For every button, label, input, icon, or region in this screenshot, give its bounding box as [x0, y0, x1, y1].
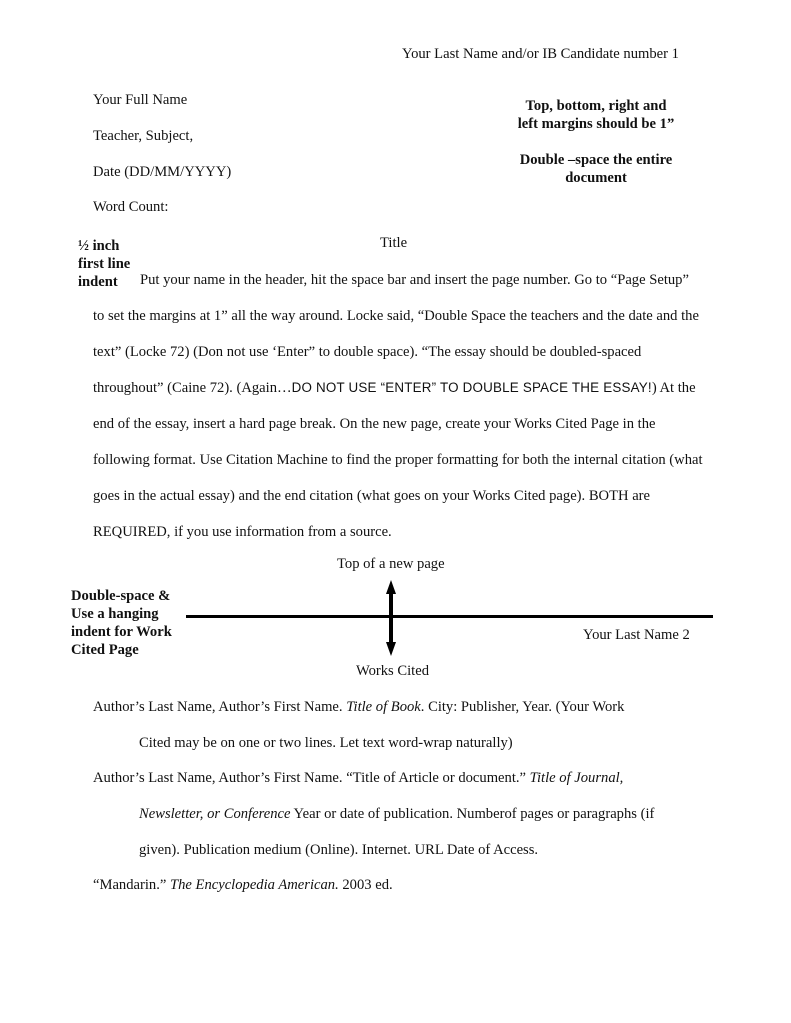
works-cited-heading: Works Cited — [356, 663, 430, 679]
citation-journal: Newsletter, or Conference — [139, 805, 291, 822]
citation-line: Cited may be on one or two lines. Let text word-wrap naturally) — [139, 734, 513, 751]
citation-line — [93, 761, 703, 797]
spacing-note-line: document — [565, 170, 627, 186]
double-arrow-icon — [382, 580, 400, 656]
margins-note — [496, 97, 696, 187]
word-count-line: Word Count: — [93, 199, 169, 215]
citation-author: Author’s Last Name, Author’s First Name. — [93, 770, 347, 786]
citation-line — [93, 690, 703, 726]
citation-entry — [93, 868, 703, 904]
citation-title: Title of Book — [346, 699, 421, 715]
citation-journal: Title of Journal, — [529, 770, 624, 786]
margins-note-line: Top, bottom, right and — [525, 98, 667, 114]
citation-line — [93, 868, 703, 904]
citation-article: “Mandarin.” — [93, 877, 170, 893]
citation-source: The Encyclopedia American. — [170, 877, 339, 893]
spacing-note-line: Double –space the entire — [519, 152, 673, 168]
citation-details: . City: Publisher, Year. (Your Work — [420, 699, 625, 715]
page-break-line — [186, 615, 713, 618]
hanging-note-line: Use a hanging — [71, 606, 159, 622]
page2-running-head: Your Last Name 2 — [583, 627, 690, 643]
citation-details: 2003 ed. — [338, 877, 393, 893]
citation-author: Author’s Last Name, Author’s First Name. — [93, 699, 347, 715]
running-head: Your Last Name and/or IB Candidate number 1 — [402, 46, 679, 62]
citation-line — [93, 797, 703, 833]
citation-article: “Title of Article or document.” — [346, 770, 530, 786]
hanging-note-line: indent for Work — [71, 624, 172, 640]
body-paragraph — [93, 263, 703, 550]
indent-note-line: ½ inch — [78, 238, 120, 254]
hanging-note-line: Double-space & — [71, 588, 171, 604]
citation-line: given). Publication medium (Online). Internet. URL Date of Access. — [139, 841, 539, 858]
body-caps-text: DO NOT USE “ENTER” TO DOUBLE SPACE THE ESSAY! — [291, 380, 652, 396]
citation-entry — [93, 690, 703, 762]
essay-title: Title — [380, 235, 408, 251]
margins-note-line: left margins should be 1” — [517, 116, 675, 132]
new-page-label: Top of a new page — [337, 556, 445, 572]
date-line: Date (DD/MM/YYYY) — [93, 164, 232, 180]
hanging-indent-note — [71, 587, 172, 659]
teacher-line: Teacher, Subject, — [93, 128, 194, 144]
citation-details: Year or date of publication. Numberof pages or paragraphs (if — [290, 805, 655, 822]
citation-entry — [93, 761, 703, 868]
indent-note-line: indent — [78, 274, 118, 290]
hanging-note-line: Cited Page — [71, 642, 139, 658]
body-text: ) At the end of the essay, insert a hard page break. On the new page, create your Works Cited Page in the following format. Use Citation Machine to find the proper formatting for both the internal citation (what goes in the actual essay) and the end citation (what goes on your Works Cited page). BOTH are REQUIRED, if you use information from a source. — [93, 380, 703, 540]
full-name-line: Your Full Name — [93, 92, 188, 108]
body-text: Put your name in the header, hit the space bar and insert the page number. Go to “Page Setup” to set the margins at 1” all the way around. Locke said, “Double Space the teachers and the date and the text” (Locke 72) (Don not use ‘Enter” to double space). “The essay should be doubled-spaced throughout” (Caine 72). (Again… — [93, 272, 699, 397]
indent-note-line: first line — [78, 256, 131, 272]
